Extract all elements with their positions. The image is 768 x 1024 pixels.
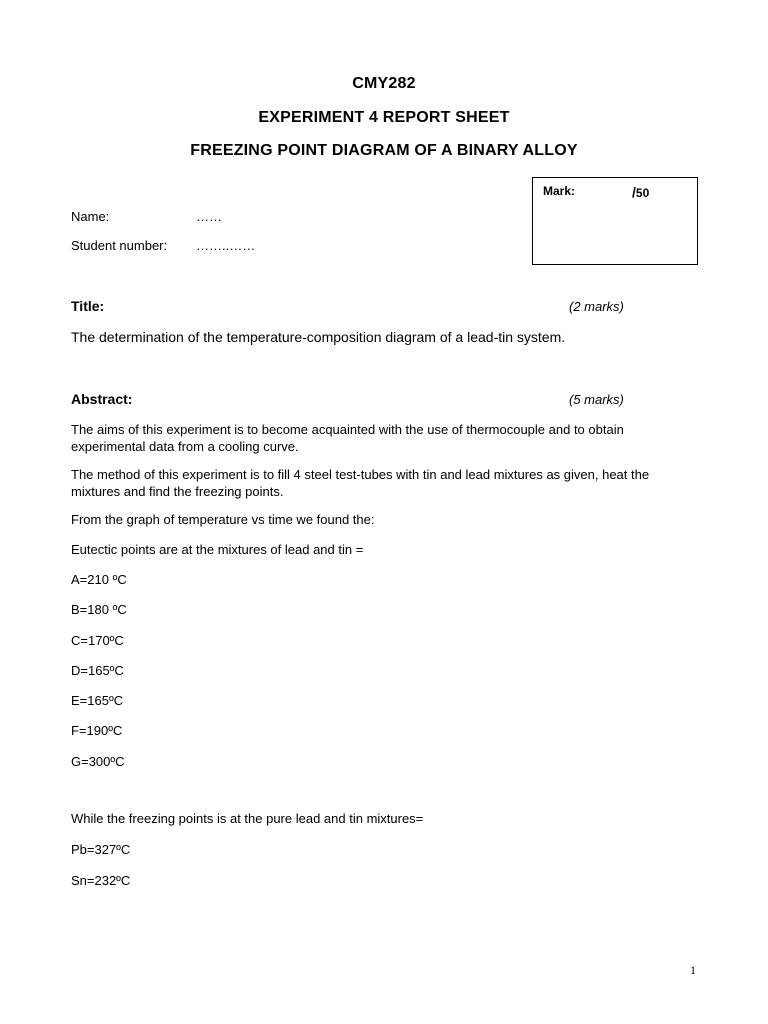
abstract-marks: (5 marks) bbox=[569, 392, 624, 407]
pure-point-sn: Sn=232ºC bbox=[71, 873, 131, 888]
course-code: CMY282 bbox=[352, 75, 416, 92]
student-number-label: Student number: bbox=[71, 238, 168, 253]
eutectic-point-c: C=170ºC bbox=[71, 633, 124, 648]
page-number: 1 bbox=[690, 963, 696, 977]
abstract-aims-paragraph: The aims of this experiment is to become acquainted with the use of thermocouple and to obtain experimental data from a cooling curve. bbox=[71, 422, 624, 454]
title-marks: (2 marks) bbox=[569, 299, 624, 314]
abstract-method-paragraph: The method of this experiment is to fill 4 steel test-tubes with tin and lead mixtures as given, heat the mixtures and find the freezing points. bbox=[71, 467, 650, 499]
abstract-freezing-sentence: While the freezing points is at the pure lead and tin mixtures= bbox=[71, 811, 424, 826]
name-value: …… bbox=[196, 209, 222, 224]
pure-point-pb: Pb=327ºC bbox=[71, 842, 131, 857]
student-number-value: ……..…… bbox=[196, 238, 256, 253]
sheet-title: EXPERIMENT 4 REPORT SHEET bbox=[258, 109, 510, 126]
title-text: The determination of the temperature-composition diagram of a lead-tin system. bbox=[71, 329, 566, 345]
mark-box bbox=[532, 177, 698, 265]
eutectic-point-a: A=210 ºC bbox=[71, 572, 127, 587]
eutectic-point-f: F=190ºC bbox=[71, 723, 123, 738]
abstract-heading: Abstract: bbox=[71, 391, 133, 407]
abstract-eutectic-sentence: Eutectic points are at the mixtures of lead and tin = bbox=[71, 542, 364, 557]
experiment-title: FREEZING POINT DIAGRAM OF A BINARY ALLOY bbox=[190, 142, 578, 159]
eutectic-point-b: B=180 ºC bbox=[71, 602, 127, 617]
abstract-graph-sentence: From the graph of temperature vs time we found the: bbox=[71, 512, 375, 527]
eutectic-point-e: E=165ºC bbox=[71, 693, 124, 708]
mark-total bbox=[632, 184, 649, 200]
mark-label: Mark: bbox=[543, 184, 576, 198]
title-heading: Title: bbox=[71, 298, 105, 314]
eutectic-point-d: D=165ºC bbox=[71, 663, 124, 678]
mark-total-value: 50 bbox=[635, 186, 650, 200]
name-label: Name: bbox=[71, 209, 110, 224]
mark-slash: / bbox=[632, 184, 636, 200]
eutectic-point-g: G=300ºC bbox=[71, 754, 125, 769]
